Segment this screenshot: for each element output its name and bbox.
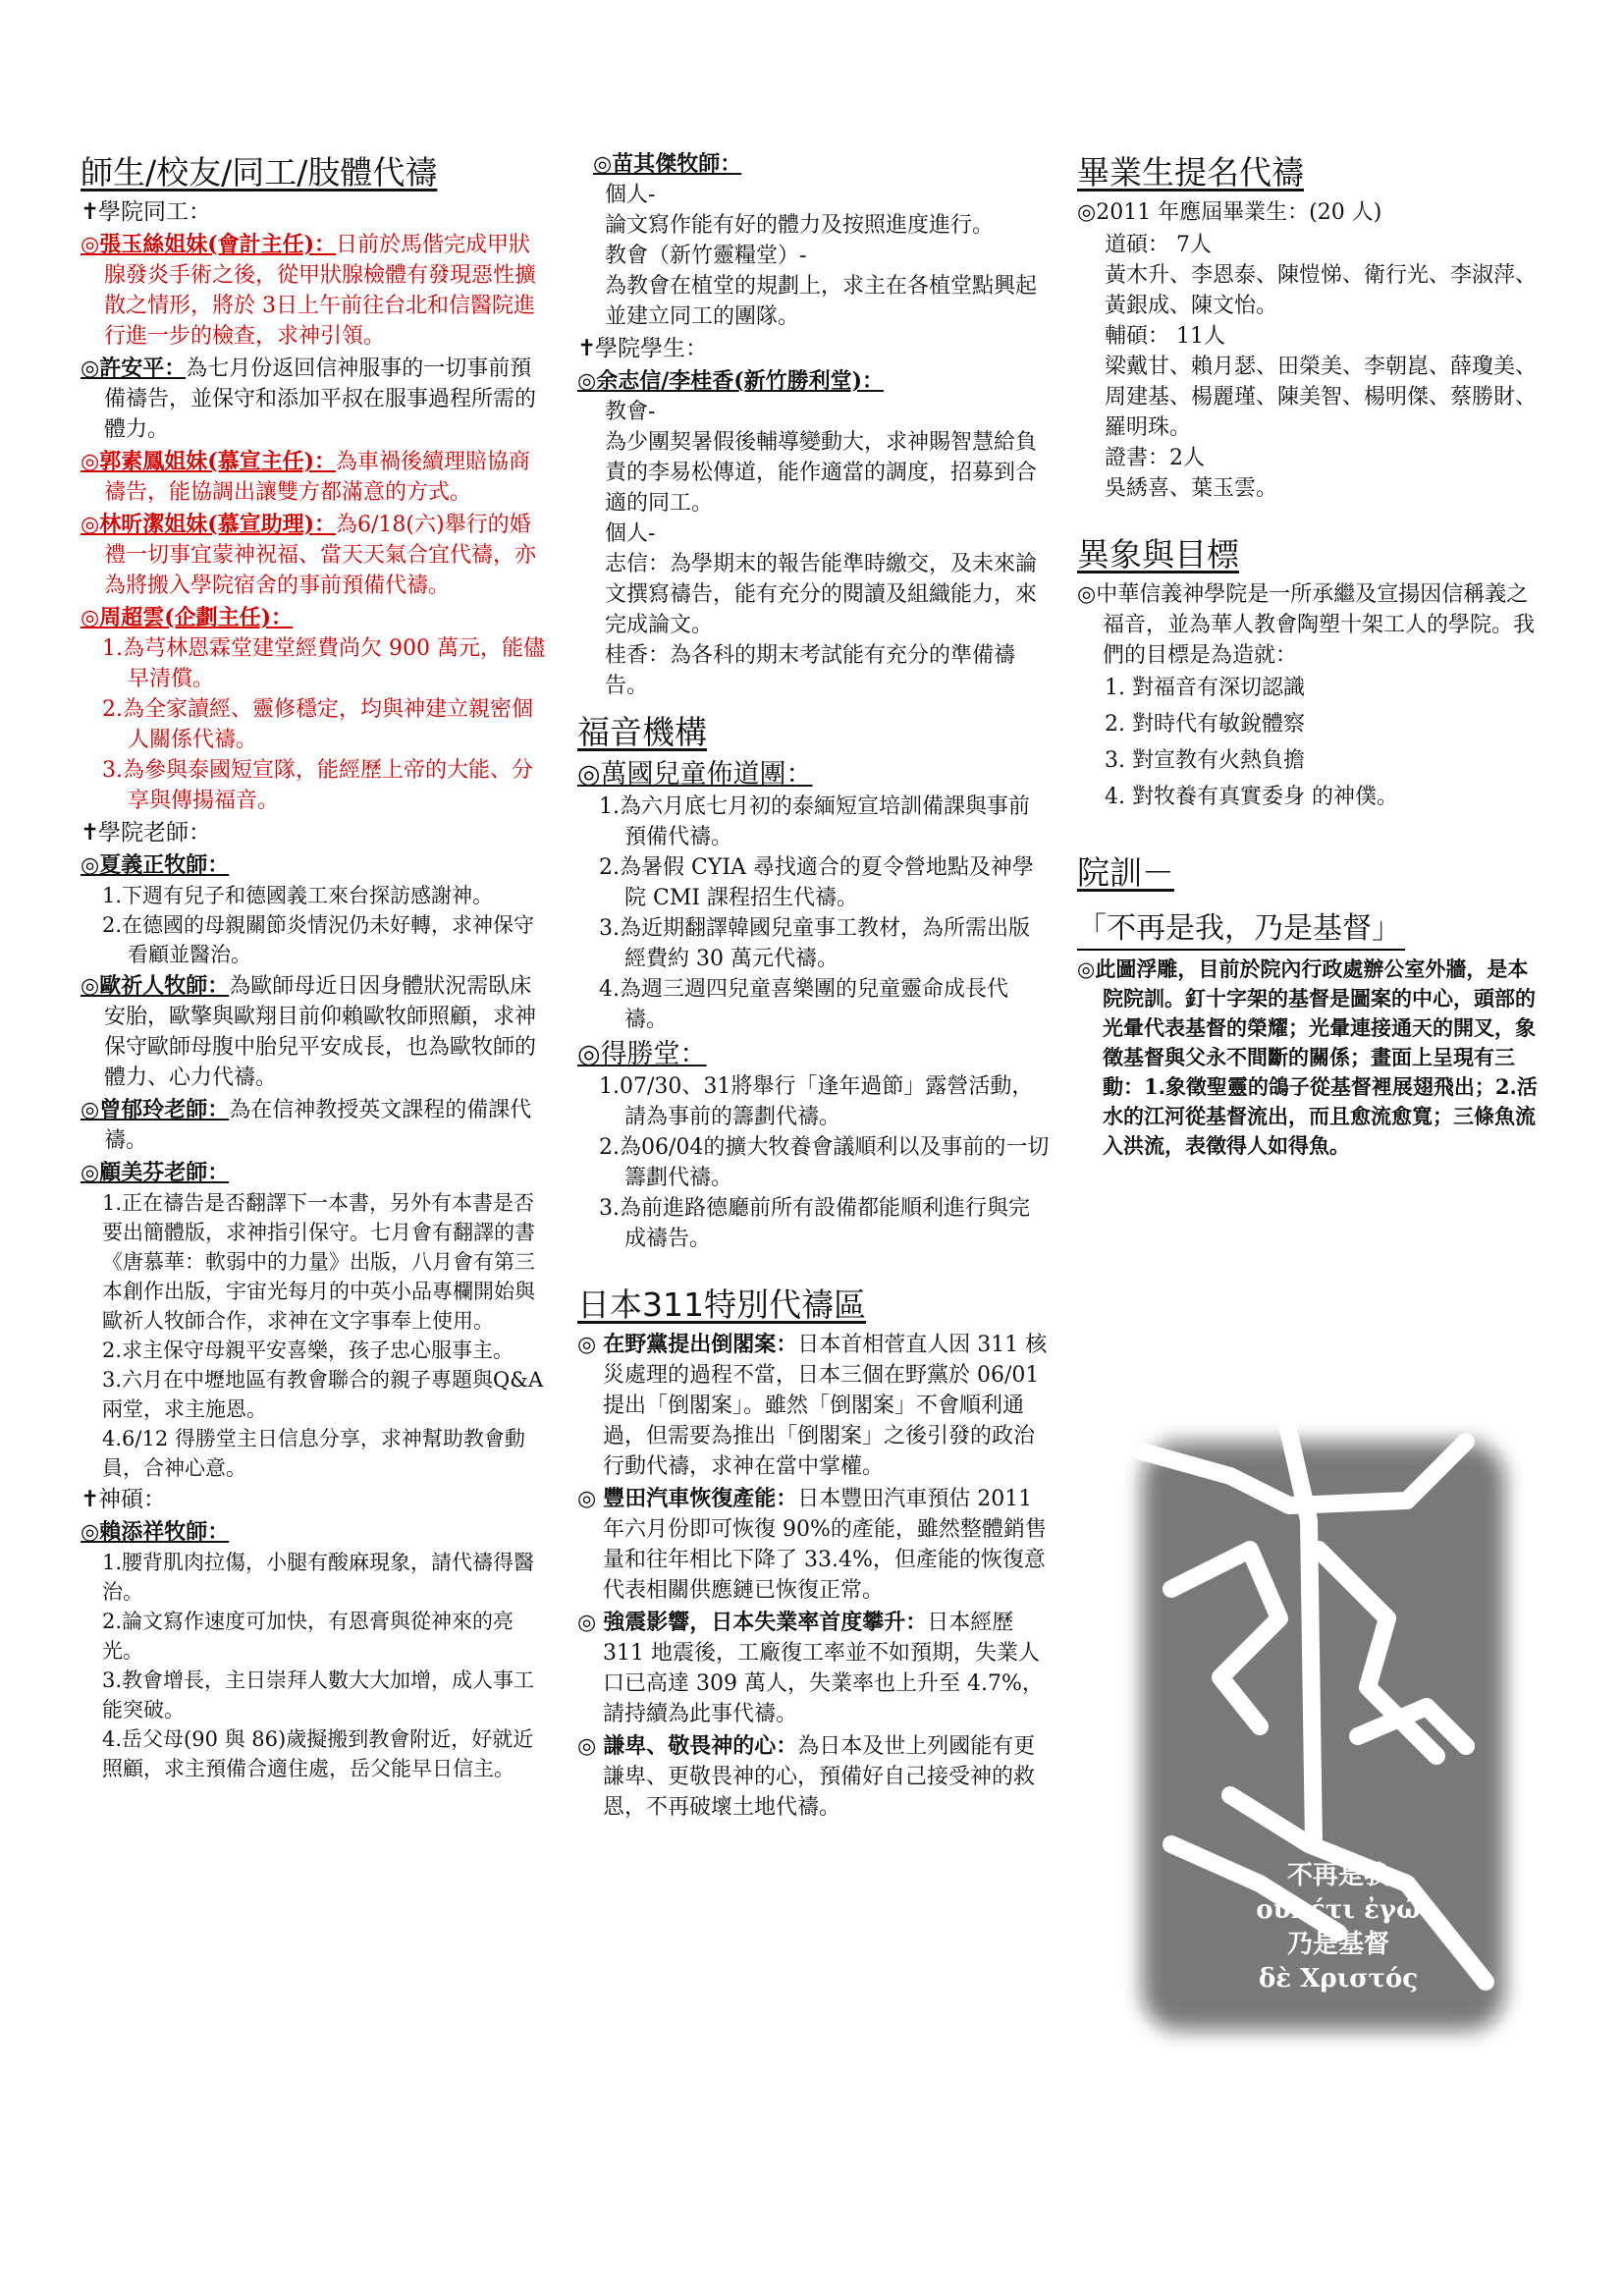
- section-title-gospel: 福音機構: [577, 713, 707, 751]
- org-desheng: ◎得勝堂：: [577, 1039, 707, 1069]
- list-item: 3.六月在中壢地區有教會聯合的親子專題與Q&A 兩堂，求主施恩。: [102, 1368, 544, 1421]
- list-item: 1.為六月底七月初的泰緬短宣培訓備課與事前預備代禱。: [599, 794, 1030, 849]
- list-item: 梁戴甘、賴月瑟、田榮美、李朝崑、薛瓊美、周建基、楊麗瑾、陳美智、楊明傑、蔡勝財、羅明珠。: [1105, 355, 1538, 440]
- japan-item: ◎ 強震影響，日本失業率首度攀升：日本經歷 311 地震後，工廠復工率並不如預期，失業人口已高達 309 萬人，失業率也上升至 4.7%，請持續為此事代禱。: [577, 1610, 1044, 1726]
- list-item: 1.07/30、31將舉行「逢年過節」露營活動，請為事前的籌劃代禱。: [599, 1074, 1034, 1129]
- miao-lines: [577, 180, 1051, 332]
- list-item: 2.論文寫作速度可加快，有恩膏與從神來的亮光。: [102, 1610, 514, 1663]
- subhead-staff: ✝學院同工：: [81, 197, 552, 228]
- section-title-japan: 日本311特別代禱區: [577, 1285, 866, 1324]
- list-item: 2.為06/04的擴大牧養會議順利以及事前的一切籌劃代禱。: [599, 1135, 1050, 1190]
- section-title-motto: 院訓－: [1077, 853, 1174, 892]
- list-item: 個人-: [605, 183, 656, 207]
- list-item: 4.6/12 得勝堂主日信息分享，求神幫助教會動員，合神心意。: [102, 1427, 525, 1480]
- list-item: 志信：為學期末的報告能準時繳交，及未來論文撰寫禱告，能有充分的閱讀及組織能力，來完成論文。: [605, 552, 1038, 637]
- column-right: [1077, 147, 1539, 1163]
- teacher-gu: ◎顧美芬老師：: [81, 1160, 230, 1185]
- cross-icon: ✝: [81, 1487, 100, 1512]
- list-item: 為教會在植堂的規劃上，求主在各植堂點興起並建立同工的團隊。: [605, 274, 1038, 329]
- graduates-intro: ◎2011 年應屆畢業生：(20 人): [1077, 200, 1382, 225]
- list-item: 4. 對牧養有真實委身 的神僕。: [1105, 785, 1398, 809]
- list-item: 2.為暑假 CYIA 尋找適合的夏令營地點及神學院 CMI 課程招生代禱。: [599, 855, 1034, 910]
- zhou-items: [81, 633, 552, 816]
- pastor-miao: ◎苗其傑牧師：: [593, 151, 742, 177]
- list-item: 1.為芎林恩霖堂建堂經費尚欠 900 萬元，能儘早清償。: [102, 636, 545, 691]
- teacher-ou: ◎歐祈人牧師：為歐師母近日因身體狀況需臥床安胎，歐擎與歐翔目前仰賴歐牧師照顧，求神保守歐師母腹中胎兒平安成長，也為歐牧師的體力、心力代禱。: [81, 973, 537, 1090]
- teacher-xia: ◎夏義正牧師：: [81, 852, 230, 878]
- org-cef: ◎萬國兒童佈道團：: [577, 759, 813, 790]
- motto: 「不再是我，乃是基督」: [1077, 903, 1405, 951]
- list-item: 2. 對時代有敏銳體察: [1105, 712, 1305, 737]
- subhead-students: ✝學院學生：: [577, 334, 1051, 364]
- list-item: 2.為全家讀經、靈修穩定，均與神建立親密個人關係代禱。: [102, 697, 533, 752]
- list-item: 2.在德國的母親關節炎情況仍未好轉，求神保守看顧並醫治。: [102, 913, 535, 966]
- desheng-items: [577, 1071, 1051, 1254]
- column-left: [81, 147, 552, 1783]
- list-item: 道碩： 7人: [1105, 233, 1212, 257]
- list-item: 吳綉喜、葉玉雲。: [1105, 476, 1278, 501]
- staff-entry: ◎林昕潔姐妹(慕宣助理)：為6/18(六)舉行的婚禮一切事宜蒙神祝福、當天天氣合宜代禱，亦為將搬入學院宿舍的事前預備代禱。: [81, 512, 537, 598]
- list-item: 3.為近期翻譯韓國兒童事工教材，為所需出版經費約 30 萬元代禱。: [599, 916, 1030, 971]
- svg-text:δὲ Χριστός: δὲ Χριστός: [1258, 1964, 1419, 1994]
- subhead-thm: ✝神碩：: [81, 1485, 552, 1515]
- staff-entry-zhou: ◎周超雲(企劃主任)：: [81, 605, 294, 630]
- list-item: 4.岳父母(90 與 86)歲擬搬到教會附近，好就近照顧，求主預備合適住處，岳父能早日信主。: [102, 1727, 534, 1780]
- japan-item: ◎ 謙卑、敬畏神的心：為日本及世上列國能有更謙卑、更敬畏神的心，預備好自己接受神的救恩，不再破壞土地代禱。: [577, 1733, 1036, 1820]
- cross-icon: ✝: [81, 820, 100, 846]
- list-item: 輔碩： 11人: [1105, 324, 1225, 349]
- subhead-teachers: ✝學院老師：: [81, 818, 552, 848]
- list-item: 4.為週三週四兒童喜樂團的兒童靈命成長代禱。: [599, 977, 1008, 1032]
- motto-description: ◎此圖浮雕，目前於院內行政處辦公室外牆，是本院院訓。釘十字架的基督是圖案的中心，頭部的光暈代表基督的榮耀；光暈連接通天的開叉，象徵基督與父永不間斷的關係；畫面上呈現有三動：1.象徵聖靈的鴿子從基督裡展翅飛出；2.活水的江河從基督流出，而且愈流愈寬；三條魚流入洪流，表徵得人如得魚。: [1077, 957, 1538, 1158]
- gu-items: [81, 1188, 552, 1483]
- svg-text:不再是我: 不再是我: [1286, 1861, 1390, 1890]
- staff-entry: ◎郭素鳳姐妹(慕宣主任)：為車禍後續理賠協商禱告，能協調出讓雙方都滿意的方式。: [81, 449, 531, 505]
- svg-text:乃是基督: 乃是基督: [1286, 1930, 1390, 1959]
- japan-item: ◎ 豐田汽車恢復產能：日本豐田汽車預估 2011 年六月份即可恢復 90%的產能，雖然整體銷售量和往年相比下降了 33.4%，但產能的恢復意代表相關供應鏈已恢復正常。: [577, 1486, 1047, 1603]
- teacher-zeng: ◎曾郁玲老師：為在信神教授英文課程的備課代禱。: [81, 1097, 532, 1153]
- list-item: 1.下週有兒子和德國義工來台探訪感謝神。: [102, 884, 494, 907]
- section-title-vision: 異象與目標: [1077, 535, 1239, 574]
- cross-relief-emblem: [1112, 1294, 1525, 2050]
- svg-text:οὐκέτι ἐγώ: οὐκέτι ἐγώ: [1256, 1895, 1421, 1925]
- japan-item: ◎ 在野黨提出倒閣案：日本首相菅直人因 311 核災處理的過程不當，日本三個在野黨於 06/01 提出「倒閣案」。雖然「倒閣案」不會順利通過，但需要為推出「倒閣案」之後引發的政治行動代禱，求神在當中掌權。: [577, 1332, 1048, 1479]
- student-lai: ◎賴添祥牧師：: [81, 1519, 230, 1545]
- list-item: 3.教會增長，主日崇拜人數大大加增，成人事工能突破。: [102, 1668, 535, 1722]
- student-yu: ◎余志信/李桂香(新竹勝利堂)：: [577, 368, 885, 394]
- list-item: 3.為參與泰國短宣隊，能經歷上帝的大能、分享與傳揚福音。: [102, 758, 533, 813]
- list-item: 黃木升、李恩泰、陳愷悌、衛行光、李淑萍、黃銀成、陳文怡。: [1105, 263, 1538, 318]
- graduates-list: [1077, 230, 1539, 504]
- cross-icon: ✝: [577, 336, 597, 361]
- list-item: 論文寫作能有好的體力及按照進度進行。: [605, 213, 995, 238]
- yu-lines: [577, 397, 1051, 701]
- list-item: 教會-: [605, 400, 656, 424]
- cef-items: [577, 792, 1051, 1035]
- staff-entry: ◎張玉絲姐妹(會計主任)：日前於馬偕完成甲狀腺發炎手術之後，從甲狀腺檢體有發現惡性擴散之情形，將於 3日上午前往台北和信醫院進行進一步的檢查，求神引領。: [81, 232, 537, 349]
- list-item: 證書：2人: [1105, 446, 1205, 470]
- lai-items: [81, 1548, 552, 1783]
- vision-text: ◎中華信義神學院是一所承繼及宣揚因信稱義之福音，並為華人教會陶塑十架工人的學院。我們的目標是為造就：: [1077, 582, 1536, 668]
- section-title-graduates: 畢業生提名代禱: [1077, 153, 1304, 191]
- list-item: 教會（新竹靈糧堂）-: [605, 244, 807, 268]
- list-item: 1.腰背肌肉拉傷，小腿有酸麻現象，請代禱得醫治。: [102, 1551, 535, 1604]
- list-item: 1.正在禱告是否翻譯下一本書，另外有本書是否要出簡體版，求神指引保守。七月會有翻譯的書《唐慕華：軟弱中的力量》出版，八月會有第三本創作出版，宇宙光每月的中英小品專欄開始與歐祈人牧師合作，求神在文字事奉上使用。: [102, 1191, 535, 1333]
- column-middle: [577, 147, 1051, 1825]
- list-item: 3. 對宣教有火熱負擔: [1105, 748, 1305, 773]
- list-item: 1. 對福音有深切認識: [1105, 676, 1305, 700]
- list-item: 為少團契暑假後輔導變動大，求神賜智慧給負責的李易松傳道，能作適當的調度，招募到合適的同工。: [605, 430, 1038, 516]
- cross-icon: ✝: [81, 199, 100, 225]
- list-item: 3.為前進路德廳前所有設備都能順利進行與完成禱告。: [599, 1196, 1030, 1251]
- list-item: 2.求主保守母親平安喜樂，孩子忠心服事主。: [102, 1339, 514, 1362]
- xia-items: [81, 881, 552, 969]
- section-title-prayer: 師生/校友/同工/肢體代禱: [81, 153, 438, 191]
- list-item: 桂香：為各科的期末考試能有充分的準備禱告。: [605, 643, 1016, 698]
- list-item: 個人-: [605, 521, 656, 546]
- vision-goals: [1077, 673, 1539, 812]
- staff-entry: ◎許安平：為七月份返回信神服事的一切事前預備禱告，並保守和添加平叔在服事過程所需的體力。: [81, 355, 537, 442]
